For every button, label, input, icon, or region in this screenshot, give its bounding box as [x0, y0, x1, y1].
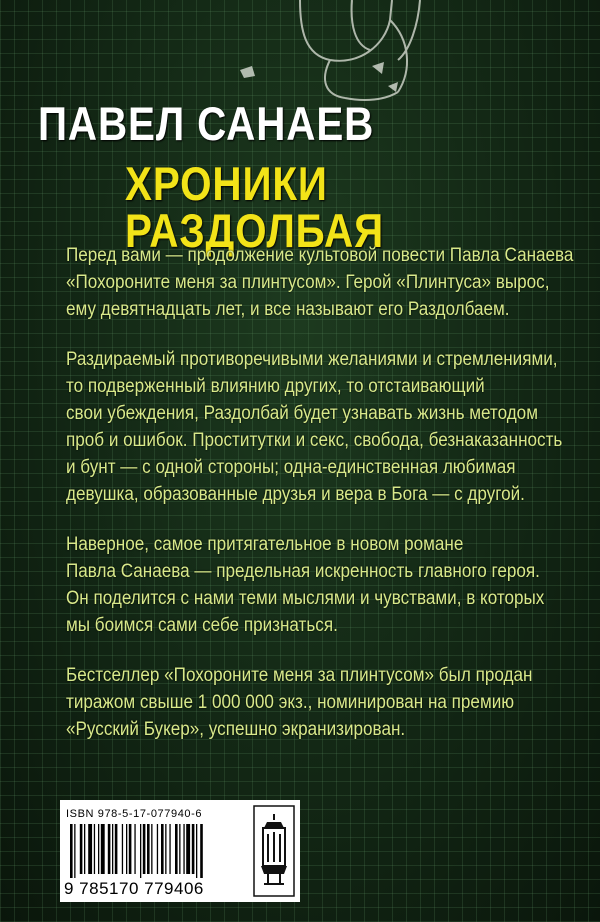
- blurb-line: «Русский Букер», успешно экранизирован.: [66, 719, 406, 740]
- blurb-line: Бестселлер «Похороните меня за плинтусом» был продан: [66, 665, 533, 686]
- blurb-line: то подверженный влиянию других, то отстаивающий: [66, 376, 485, 397]
- barcode-icon: [66, 822, 266, 878]
- blurb-line: и бунт — с одной стороны; одна-единственная любимая: [66, 457, 516, 478]
- barcode-digits: 9 785170 779406: [64, 879, 204, 898]
- blurb-line: проб и ошибок. Проститутки и секс, свобода, безнаказанность: [66, 430, 563, 451]
- blurb-text: [66, 242, 574, 766]
- blurb-line: свои убеждения, Раздолбай будет узнавать жизнь методом: [66, 403, 538, 424]
- blurb-line: Раздираемый противоречивыми желаниями и стремлениями,: [66, 349, 558, 370]
- blurb-line: ему девятнадцать лет, и все называют его Раздолбаем.: [66, 299, 510, 320]
- blurb-line: «Похороните меня за плинтусом». Герой «Плинтуса» вырос,: [66, 272, 550, 293]
- book-title: ХРОНИКИ РАЗДОЛБАЯ: [125, 157, 385, 257]
- author-name: ПАВЕЛ САНАЕВ: [38, 97, 375, 150]
- blurb-line: Он поделится с нами теми мыслями и чувствами, в которых: [66, 588, 545, 609]
- blurb-paragraph: [66, 242, 574, 323]
- blurb-line: Перед вами — продолжение культовой повести Павла Санаева: [66, 245, 574, 266]
- lantern-icon: [248, 800, 300, 902]
- blurb-line: Павла Санаева — предельная искренность главного героя.: [66, 561, 540, 582]
- blurb-line: девушка, образованные друзья и вера в Бога — с другой.: [66, 484, 525, 505]
- publisher-logo: [248, 800, 300, 902]
- blurb-line: тиражом свыше 1 000 000 экз., номинирован на премию: [66, 692, 515, 713]
- blurb-line: Наверное, самое притягательное в новом романе: [66, 534, 464, 555]
- blurb-paragraph: [66, 662, 534, 743]
- blurb-paragraph: [66, 346, 563, 508]
- blurb-line: мы боимся сами себе признаться.: [66, 615, 338, 636]
- blurb-paragraph: [66, 531, 545, 639]
- isbn-label: ISBN 978-5-17-077940-6: [66, 808, 203, 820]
